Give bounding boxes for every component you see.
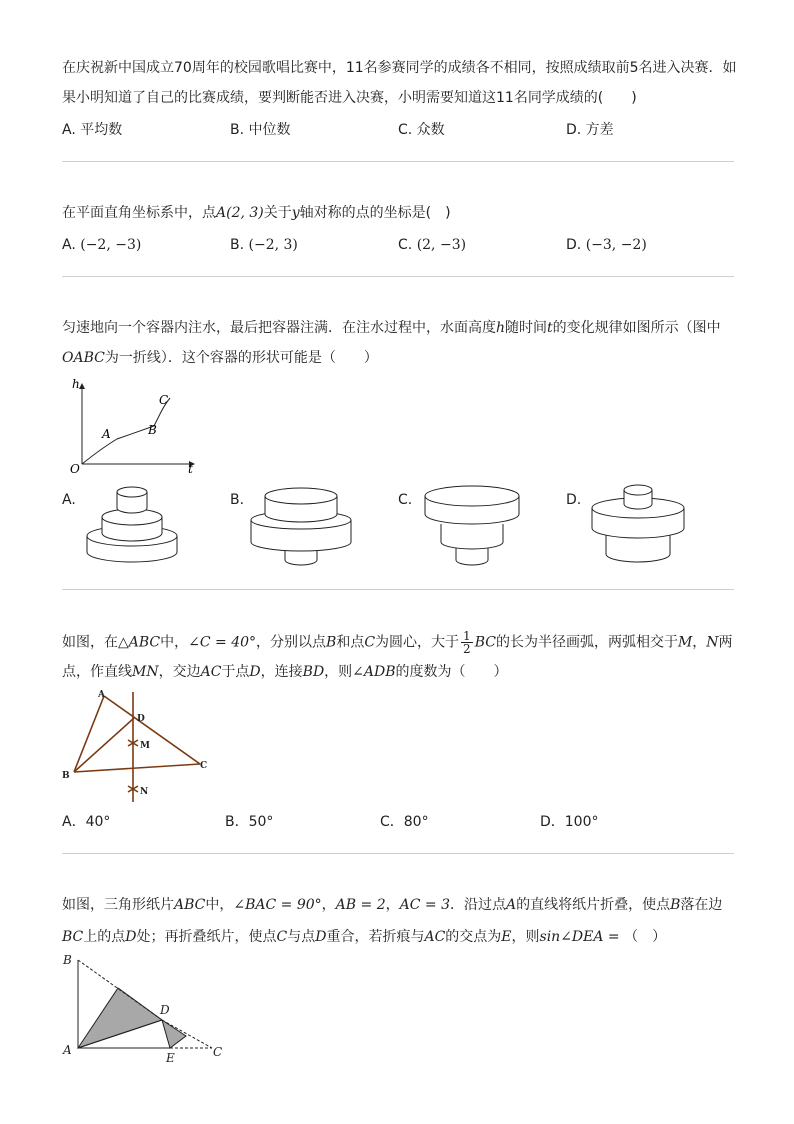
q4-stem-text: 中，: [160, 634, 189, 651]
separator: [62, 276, 734, 277]
var-t: t: [547, 320, 553, 336]
q3-option-a-container[interactable]: [84, 484, 180, 570]
q4-stem-text: 两: [718, 634, 733, 651]
q4-figure: [60, 688, 210, 806]
q4-option-d[interactable]: D．100°: [540, 814, 599, 830]
label-e: E: [166, 1051, 175, 1065]
q2-option-b[interactable]: [230, 235, 298, 255]
var-e: E: [501, 929, 512, 945]
angle-bac: ∠BAC = 90°: [233, 897, 322, 913]
separator: [62, 589, 734, 590]
q4-stem-text: 于点: [221, 664, 250, 680]
option-value: (2, −3): [416, 237, 467, 253]
option-value: (−3, −2): [585, 237, 647, 253]
q2-axis: y: [291, 205, 300, 221]
segment-bc: BC: [62, 929, 84, 945]
var-d: D: [125, 929, 137, 945]
q1-option-a[interactable]: A. 平均数: [62, 122, 123, 138]
q2-option-c[interactable]: [398, 235, 466, 255]
q4-stem-text: ，交边: [158, 664, 201, 680]
q2-stem-text: 轴对称的点的坐标是( ): [299, 205, 451, 221]
q5-stem-text: 处；再折叠纸片，使点: [136, 929, 277, 945]
segment-ac: AC: [424, 929, 446, 945]
q5-stem-text: ．沿过点: [449, 897, 506, 913]
var-a: A: [505, 897, 517, 913]
q4-stem-line-2: [62, 662, 508, 682]
q2-option-d[interactable]: [566, 235, 647, 255]
q3-option-a-label[interactable]: A.: [62, 492, 76, 508]
folded-triangle-cde: [162, 1020, 186, 1048]
frac-denominator: 2: [463, 642, 471, 656]
label-m: M: [140, 741, 150, 751]
q5-figure: [60, 950, 230, 1070]
q5-stem-line-2: [62, 927, 666, 947]
q3-stem-line-2: [62, 348, 378, 368]
q5-stem-text: 的交点为: [445, 929, 502, 945]
q4-stem-text: ，连接: [260, 664, 303, 680]
label-a: A: [102, 427, 111, 441]
q4-option-a[interactable]: A．40°: [62, 814, 111, 830]
q3-stem-text: 匀速地向一个容器内注水，最后把容器注满．在注水过程中，水面高度: [62, 320, 496, 336]
label-b: B: [62, 771, 70, 781]
q2-stem-text: 在平面直角坐标系中，点: [62, 205, 216, 221]
q3-option-c-label[interactable]: C.: [398, 492, 413, 508]
q4-stem-text: 的长为半径画弧，两弧相交于: [495, 634, 678, 651]
var-c: C: [364, 634, 376, 651]
segment-bd-line: [74, 718, 134, 772]
label-c: C: [159, 393, 169, 407]
label-d: D: [160, 1003, 170, 1017]
var-d: D: [315, 929, 327, 945]
q3-stem-line-1: [62, 318, 721, 338]
q4-stem-text: 点，作直线: [62, 664, 132, 680]
q4-stem-text: ，分别以点: [256, 634, 327, 651]
option-letter: D.: [566, 237, 582, 253]
fraction-half: [461, 630, 473, 655]
q4-stem-text: 的度数为（ ）: [395, 664, 508, 680]
q2-point-a: A(2, 3): [216, 205, 264, 221]
label-h: h: [72, 377, 80, 391]
var-h: h: [496, 320, 506, 336]
q4-stem-text: ，则: [324, 664, 353, 680]
q5-stem-text: 落在边: [680, 897, 723, 913]
label-b: B: [63, 953, 72, 967]
label-n: N: [140, 787, 149, 797]
var-oabc: OABC: [62, 350, 105, 366]
length-ac: AC = 3: [399, 897, 450, 913]
segment-bc: BC: [474, 634, 496, 651]
side-ab: [74, 696, 104, 772]
q4-stem-text: 和点: [336, 634, 365, 651]
angle-c: ∠C = 40°: [188, 634, 257, 651]
triangle-abc: ABC: [174, 897, 206, 913]
side-bc: [74, 764, 200, 772]
q2-stem: [62, 203, 451, 223]
q1-stem-line-2: 果小明知道了自己的比赛成绩，要判断能否进入决赛，小明需要知道这11名同学成绩的( ): [62, 90, 637, 106]
sin-dea: sin∠DEA =: [539, 929, 625, 945]
q1-option-d[interactable]: D. 方差: [566, 122, 614, 138]
option-value: (−2, −3): [80, 237, 142, 253]
separator: [62, 853, 734, 854]
q3-option-b-label[interactable]: B.: [230, 492, 245, 508]
label-c: C: [200, 761, 208, 771]
var-m: M: [677, 634, 693, 651]
q5-stem-text: ，则: [511, 929, 540, 945]
length-ab: AB = 2: [335, 897, 386, 913]
q5-stem-text: （ ）: [624, 929, 667, 945]
q1-option-c[interactable]: C. 众数: [398, 122, 445, 138]
option-value: (−2, 3): [248, 237, 298, 253]
var-c: C: [276, 929, 288, 945]
angle-adb: ∠ADB: [352, 664, 396, 680]
q5-stem-text: 重合，若折痕与: [326, 929, 425, 945]
q4-stem-text: 如图，在: [62, 634, 118, 651]
q5-stem-text: 如图，三角形纸片: [62, 897, 174, 913]
separator: [62, 161, 734, 162]
q3-option-b-container[interactable]: [248, 484, 354, 570]
folded-triangle-abd: [78, 988, 162, 1048]
q3-stem-text: 的变化规律如图所示（图中: [552, 320, 721, 336]
q5-stem-text: ，: [321, 897, 336, 913]
var-b: B: [670, 897, 681, 913]
label-b: B: [148, 423, 157, 437]
var-b: B: [326, 634, 337, 651]
q5-stem-line-1: [62, 895, 722, 915]
triangle-abc: △ABC: [118, 634, 161, 651]
option-letter: C.: [398, 237, 413, 253]
var-d: D: [249, 664, 261, 680]
q4-stem-text: 为圆心，大于: [375, 634, 460, 651]
label-a: A: [63, 1043, 72, 1057]
q4-stem-line-1: [62, 630, 733, 655]
option-letter: B.: [230, 237, 245, 253]
segment-ac: AC: [200, 664, 222, 680]
label-a: A: [98, 690, 105, 700]
option-letter: A.: [62, 237, 76, 253]
q4-stem-text: ，: [692, 634, 707, 651]
side-ac: [104, 696, 200, 764]
q1-stem-line-1: 在庆祝新中国成立70周年的校园歌唱比赛中，11名参赛同学的成绩各不相同，按照成绩取前5名进入决赛．如: [62, 60, 737, 76]
q3-graph: [62, 374, 202, 474]
q3-option-c-container[interactable]: [422, 484, 522, 570]
q1-option-b[interactable]: B. 中位数: [230, 122, 291, 138]
q4-option-c[interactable]: C．80°: [380, 814, 429, 830]
label-o: O: [70, 462, 80, 474]
q5-stem-text: 中，: [205, 897, 234, 913]
q2-option-a[interactable]: [62, 235, 141, 255]
q5-stem-text: 上的点: [83, 929, 126, 945]
label-c: C: [213, 1045, 223, 1059]
label-t: t: [188, 462, 193, 474]
q5-stem-text: 的直线将纸片折叠，使点: [516, 897, 671, 913]
q3-option-d-label[interactable]: D.: [566, 492, 582, 508]
var-n: N: [706, 634, 719, 651]
q5-stem-text: 与点: [287, 929, 316, 945]
q5-stem-text: ，: [385, 897, 400, 913]
q3-stem-text: 随时间: [505, 320, 548, 336]
line-mn: MN: [132, 664, 159, 680]
q3-option-d-container[interactable]: [588, 484, 688, 570]
segment-bd: BD: [302, 664, 325, 680]
q3-stem-text: 为一折线）．这个容器的形状可能是（ ）: [104, 350, 378, 366]
q2-stem-text: 关于: [263, 205, 292, 221]
label-d: D: [137, 714, 145, 724]
frac-numerator: 1: [463, 629, 471, 643]
q4-option-b[interactable]: B．50°: [225, 814, 274, 830]
